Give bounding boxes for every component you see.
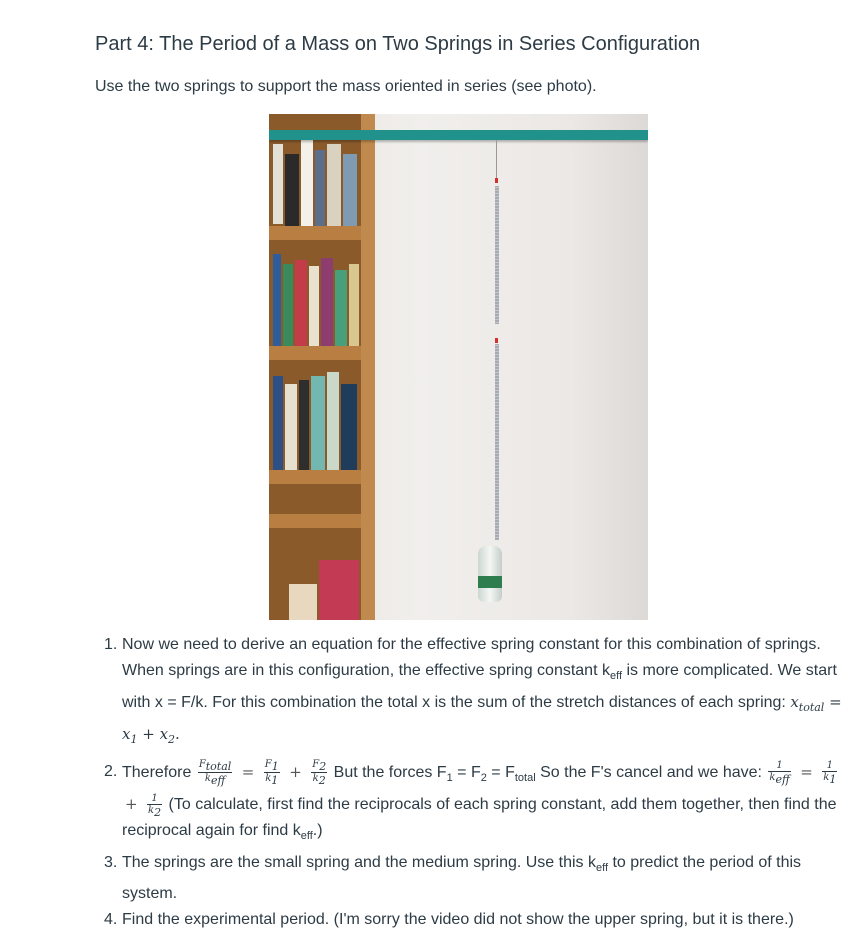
list-item: 2. Therefore $\frac{F_{total}}{k_{eff}}$ = $\frac{F_1}{k_1}$ + $\frac{F_2}{k_2}$ But the forces $F_1 = F_2 = F_{total}$ So the F's cancel and we have: $\frac{1}{k_{eff}}$ = $\frac{1}{k_1}$ + $\frac{1}{k_2}$ (To calculate, first find the reciprocals of each spring constant, add them together, then find the reciprocal again for find $k_{eff}$.): [104, 759, 837, 843]
spring-joint-mark: [495, 338, 498, 343]
fraction-1-k1: $\frac{1}{k_1}$: [823, 760, 837, 787]
instruction-list: [104, 632, 842, 933]
page-title: Part 4: The Period of a Mass on Two Springs in Series Configuration: [95, 33, 701, 55]
list-item: 3. The springs are the small spring and the medium spring. Use this $k_{eff}$ to predict the period of this system.: [104, 853, 802, 902]
list-item: 1. Now we need to derive an equation for the effective spring constant for this combination of springs. When springs are in this configuration, the effective spring constant $k_{eff}$ is more complicated. We start with x = F/k. For this combination the total x is the sum of the stretch distances of each spring: $x_{total} = x_1 + x_2$.: [104, 636, 842, 747]
math-expression: $x_{total} = x_1 + x_2$.: [122, 693, 842, 747]
water-bottle-mass: [478, 546, 502, 602]
fraction-1-keff: $\frac{1}{k_{eff}}$: [769, 760, 790, 787]
bottle-label: [478, 576, 502, 588]
shelf-post: [361, 114, 375, 620]
intro-text: Use the two springs to support the mass oriented in series (see photo).: [95, 78, 597, 95]
list-item: 4. Find the experimental period. (I'm sorry the video did not show the upper spring, but it is there.): [104, 910, 794, 928]
fraction-f1-k1: $\frac{F_1}{k_1}$: [264, 759, 279, 788]
lower-spring: [495, 344, 499, 540]
support-rod: [269, 130, 648, 140]
fraction-ftotal-keff: $\frac{F_{total}}{k_{eff}}$: [198, 759, 232, 788]
fraction-1-k2: $\frac{1}{k_2}$: [148, 792, 162, 819]
spring-hook-mark: [495, 178, 498, 183]
fraction-f2-k2: $\frac{F_2}{k_2}$: [312, 759, 327, 788]
upper-spring: [495, 186, 499, 324]
springs-photo: [269, 114, 648, 620]
